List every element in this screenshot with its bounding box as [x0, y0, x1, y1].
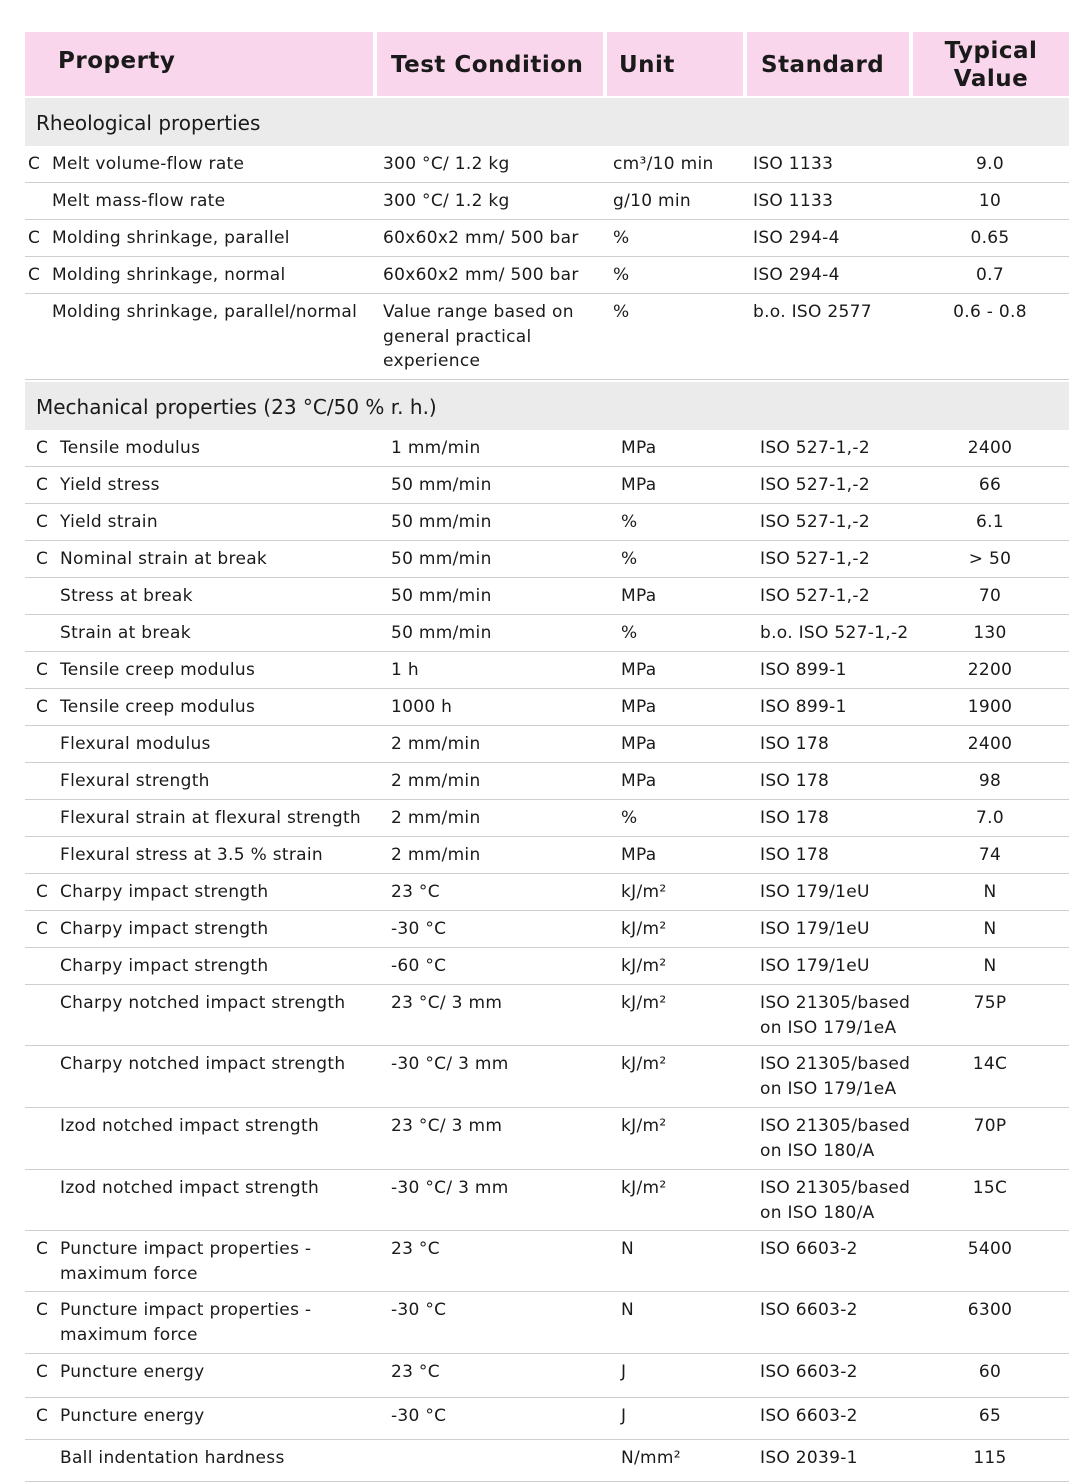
property-name: Ball indentation hardness — [60, 1448, 285, 1468]
standard: ISO 21305/based on ISO 179/1eA — [760, 993, 911, 1038]
unit: MPa — [621, 734, 657, 754]
property-name: Flexural strength — [60, 771, 210, 791]
unit: kJ/m² — [621, 993, 667, 1013]
standard: ISO 2039-1 — [760, 1448, 858, 1468]
table-row — [25, 146, 1069, 183]
test-condition: -60 °C — [391, 956, 447, 976]
test-condition: -30 °C/ 3 mm — [391, 1054, 509, 1074]
typical-value: 7.0 — [976, 808, 1004, 828]
compliance-mark: C — [36, 512, 49, 532]
test-condition: 300 °C/ 1.2 kg — [383, 154, 510, 174]
header-typical-value: Typical Value — [944, 38, 1038, 92]
standard: ISO 899-1 — [760, 697, 847, 717]
table-row — [25, 874, 1069, 911]
test-condition: -30 °C — [391, 919, 447, 939]
table-row — [25, 1108, 1069, 1170]
table-row — [25, 541, 1069, 578]
table-row — [25, 430, 1069, 467]
compliance-mark: C — [36, 549, 49, 569]
standard: ISO 178 — [760, 734, 830, 754]
standard: ISO 527-1,-2 — [760, 549, 870, 569]
test-condition: 23 °C — [391, 1362, 440, 1382]
unit: kJ/m² — [621, 919, 667, 939]
compliance-mark: C — [36, 1300, 49, 1320]
test-condition: -30 °C — [391, 1300, 447, 1320]
test-condition: Value range based on general practical experience — [383, 302, 574, 371]
table-row — [25, 800, 1069, 837]
property-name: Charpy impact strength — [60, 919, 269, 939]
table-row — [25, 726, 1069, 763]
table-header — [25, 32, 1069, 96]
test-condition: 2 mm/min — [391, 808, 481, 828]
standard: ISO 21305/based on ISO 180/A — [760, 1178, 911, 1223]
property-name: Flexural strain at flexural strength — [60, 808, 361, 828]
typical-value: 1900 — [967, 697, 1013, 717]
property-name: Flexural modulus — [60, 734, 211, 754]
test-condition: 23 °C/ 3 mm — [391, 993, 503, 1013]
table-body — [25, 98, 1069, 1482]
standard: ISO 6603-2 — [760, 1300, 858, 1320]
header-unit: Unit — [619, 52, 675, 78]
compliance-mark: C — [36, 1239, 49, 1259]
test-condition: 23 °C — [391, 1239, 440, 1259]
property-name: Izod notched impact strength — [60, 1178, 320, 1198]
property-name: Charpy impact strength — [60, 956, 269, 976]
test-condition: -30 °C — [391, 1406, 447, 1426]
unit: kJ/m² — [621, 882, 667, 902]
unit: % — [621, 512, 638, 532]
test-condition: 1 h — [391, 660, 419, 680]
property-name: Stress at break — [60, 586, 193, 606]
typical-value: 5400 — [967, 1239, 1013, 1259]
typical-value: 10 — [978, 191, 1002, 211]
typical-value: 2400 — [967, 438, 1013, 458]
property-name: Strain at break — [60, 623, 191, 643]
typical-value: 130 — [973, 623, 1007, 643]
unit: MPa — [621, 586, 657, 606]
compliance-mark: C — [36, 660, 49, 680]
property-name: Puncture impact properties - maximum force — [60, 1239, 312, 1284]
typical-value: 0.65 — [970, 228, 1010, 248]
test-condition: 50 mm/min — [391, 586, 492, 606]
standard: b.o. ISO 2577 — [753, 302, 872, 322]
compliance-mark: C — [36, 438, 49, 458]
typical-value: 74 — [978, 845, 1002, 865]
standard: ISO 21305/based on ISO 180/A — [760, 1116, 911, 1161]
compliance-mark: C — [36, 1362, 49, 1382]
property-name: Flexural stress at 3.5 % strain — [60, 845, 323, 865]
standard: ISO 6603-2 — [760, 1239, 858, 1259]
standard: ISO 527-1,-2 — [760, 475, 870, 495]
typical-value: 2400 — [967, 734, 1013, 754]
table-row — [25, 578, 1069, 615]
property-name: Puncture energy — [60, 1362, 205, 1382]
unit: kJ/m² — [621, 1054, 667, 1074]
property-name: Izod notched impact strength — [60, 1116, 320, 1136]
property-name: Yield strain — [60, 512, 158, 532]
test-condition: 2 mm/min — [391, 734, 481, 754]
unit: MPa — [621, 697, 657, 717]
test-condition: 300 °C/ 1.2 kg — [383, 191, 510, 211]
table-row — [25, 257, 1069, 294]
header-value-cell — [913, 32, 1069, 96]
typical-value: N — [983, 882, 997, 902]
unit: MPa — [621, 660, 657, 680]
unit: kJ/m² — [621, 1116, 667, 1136]
property-name: Charpy notched impact strength — [60, 993, 346, 1013]
standard: ISO 6603-2 — [760, 1362, 858, 1382]
test-condition: 50 mm/min — [391, 512, 492, 532]
table-row — [25, 1292, 1069, 1354]
unit: MPa — [621, 438, 657, 458]
test-condition: 60x60x2 mm/ 500 bar — [383, 265, 579, 285]
test-condition: 2 mm/min — [391, 845, 481, 865]
unit: J — [621, 1362, 627, 1382]
unit: MPa — [621, 475, 657, 495]
typical-value: 2200 — [967, 660, 1013, 680]
table-row — [25, 1231, 1069, 1292]
property-name: Tensile creep modulus — [60, 697, 256, 717]
compliance-mark: C — [28, 265, 41, 285]
header-property-cell — [25, 32, 373, 96]
test-condition: 1000 h — [391, 697, 453, 717]
header-test-condition: Test Condition — [391, 52, 584, 78]
unit: % — [613, 302, 630, 322]
unit: % — [621, 549, 638, 569]
test-condition: 23 °C — [391, 882, 440, 902]
typical-value: 98 — [978, 771, 1002, 791]
section-header — [25, 382, 1069, 430]
test-condition: 50 mm/min — [391, 623, 492, 643]
standard: ISO 1133 — [753, 191, 834, 211]
header-standard: Standard — [761, 52, 885, 78]
standard: ISO 179/1eU — [760, 956, 870, 976]
table-row — [25, 1170, 1069, 1231]
header-unit-cell — [607, 32, 743, 96]
section-title: Rheological properties — [36, 111, 261, 135]
table-row — [25, 1440, 1069, 1482]
standard: ISO 527-1,-2 — [760, 586, 870, 606]
section-header — [25, 98, 1069, 146]
typical-value: 66 — [978, 475, 1002, 495]
table-row — [25, 763, 1069, 800]
standard: ISO 179/1eU — [760, 882, 870, 902]
typical-value: N — [983, 956, 997, 976]
table-row — [25, 467, 1069, 504]
property-name: Molding shrinkage, parallel/normal — [52, 302, 358, 322]
standard: ISO 179/1eU — [760, 919, 870, 939]
unit: cm³/10 min — [613, 154, 714, 174]
typical-value: 65 — [978, 1406, 1002, 1426]
unit: g/10 min — [613, 191, 692, 211]
typical-value: 60 — [978, 1362, 1002, 1382]
compliance-mark: C — [36, 919, 49, 939]
standard: ISO 6603-2 — [760, 1406, 858, 1426]
property-table — [25, 32, 1069, 1482]
table-row — [25, 948, 1069, 985]
standard: ISO 527-1,-2 — [760, 438, 870, 458]
property-name: Charpy impact strength — [60, 882, 269, 902]
typical-value: 0.6 - 0.8 — [953, 302, 1027, 322]
unit: N — [621, 1239, 635, 1259]
standard: ISO 178 — [760, 845, 830, 865]
table-row — [25, 837, 1069, 874]
test-condition: 23 °C/ 3 mm — [391, 1116, 503, 1136]
test-condition: 2 mm/min — [391, 771, 481, 791]
test-condition: 50 mm/min — [391, 475, 492, 495]
standard: ISO 527-1,-2 — [760, 512, 870, 532]
table-row — [25, 689, 1069, 726]
typical-value: 6300 — [967, 1300, 1013, 1320]
table-row — [25, 911, 1069, 948]
compliance-mark: C — [36, 697, 49, 717]
typical-value: 9.0 — [976, 154, 1004, 174]
unit: MPa — [621, 845, 657, 865]
table-row — [25, 504, 1069, 541]
table-row — [25, 294, 1069, 380]
compliance-mark: C — [36, 882, 49, 902]
standard: ISO 899-1 — [760, 660, 847, 680]
property-name: Puncture impact properties - maximum force — [60, 1300, 312, 1345]
test-condition: 60x60x2 mm/ 500 bar — [383, 228, 579, 248]
test-condition: 1 mm/min — [391, 438, 481, 458]
compliance-mark: C — [36, 475, 49, 495]
property-name: Molding shrinkage, parallel — [52, 228, 290, 248]
test-condition: -30 °C/ 3 mm — [391, 1178, 509, 1198]
property-name: Nominal strain at break — [60, 549, 268, 569]
compliance-mark: C — [28, 228, 41, 248]
unit: % — [613, 265, 630, 285]
unit: N — [621, 1300, 635, 1320]
standard: ISO 178 — [760, 808, 830, 828]
standard: b.o. ISO 527-1,-2 — [760, 623, 909, 643]
property-name: Melt mass-flow rate — [52, 191, 226, 211]
typical-value: 14C — [972, 1054, 1008, 1074]
table-row — [25, 1046, 1069, 1108]
unit: % — [613, 228, 630, 248]
typical-value: > 50 — [968, 549, 1012, 569]
property-name: Charpy notched impact strength — [60, 1054, 346, 1074]
table-row — [25, 615, 1069, 652]
standard: ISO 294-4 — [753, 228, 840, 248]
standard: ISO 21305/based on ISO 179/1eA — [760, 1054, 911, 1099]
section-title: Mechanical properties (23 °C/50 % r. h.) — [36, 395, 437, 419]
unit: J — [621, 1406, 627, 1426]
standard: ISO 1133 — [753, 154, 834, 174]
table-row — [25, 183, 1069, 220]
typical-value: 6.1 — [976, 512, 1004, 532]
header-property: Property — [58, 48, 176, 74]
typical-value: N — [983, 919, 997, 939]
property-name: Molding shrinkage, normal — [52, 265, 286, 285]
table-row — [25, 1354, 1069, 1398]
typical-value: 15C — [972, 1178, 1008, 1198]
unit: % — [621, 623, 638, 643]
unit: % — [621, 808, 638, 828]
table-row — [25, 985, 1069, 1046]
table-row — [25, 652, 1069, 689]
property-name: Yield stress — [60, 475, 160, 495]
property-name: Puncture energy — [60, 1406, 205, 1426]
property-name: Melt volume-flow rate — [52, 154, 245, 174]
header-condition-cell — [377, 32, 603, 96]
table-row — [25, 1398, 1069, 1440]
property-name: Tensile creep modulus — [60, 660, 256, 680]
header-standard-cell — [747, 32, 909, 96]
compliance-mark: C — [28, 154, 41, 174]
test-condition: 50 mm/min — [391, 549, 492, 569]
unit: kJ/m² — [621, 956, 667, 976]
typical-value: 0.7 — [976, 265, 1004, 285]
typical-value: 75P — [973, 993, 1007, 1013]
unit: N/mm² — [621, 1448, 681, 1468]
unit: MPa — [621, 771, 657, 791]
typical-value: 70P — [973, 1116, 1007, 1136]
typical-value: 70 — [978, 586, 1002, 606]
standard: ISO 294-4 — [753, 265, 840, 285]
standard: ISO 178 — [760, 771, 830, 791]
property-name: Tensile modulus — [60, 438, 201, 458]
table-row — [25, 220, 1069, 257]
compliance-mark: C — [36, 1406, 49, 1426]
unit: kJ/m² — [621, 1178, 667, 1198]
typical-value: 115 — [973, 1448, 1007, 1468]
